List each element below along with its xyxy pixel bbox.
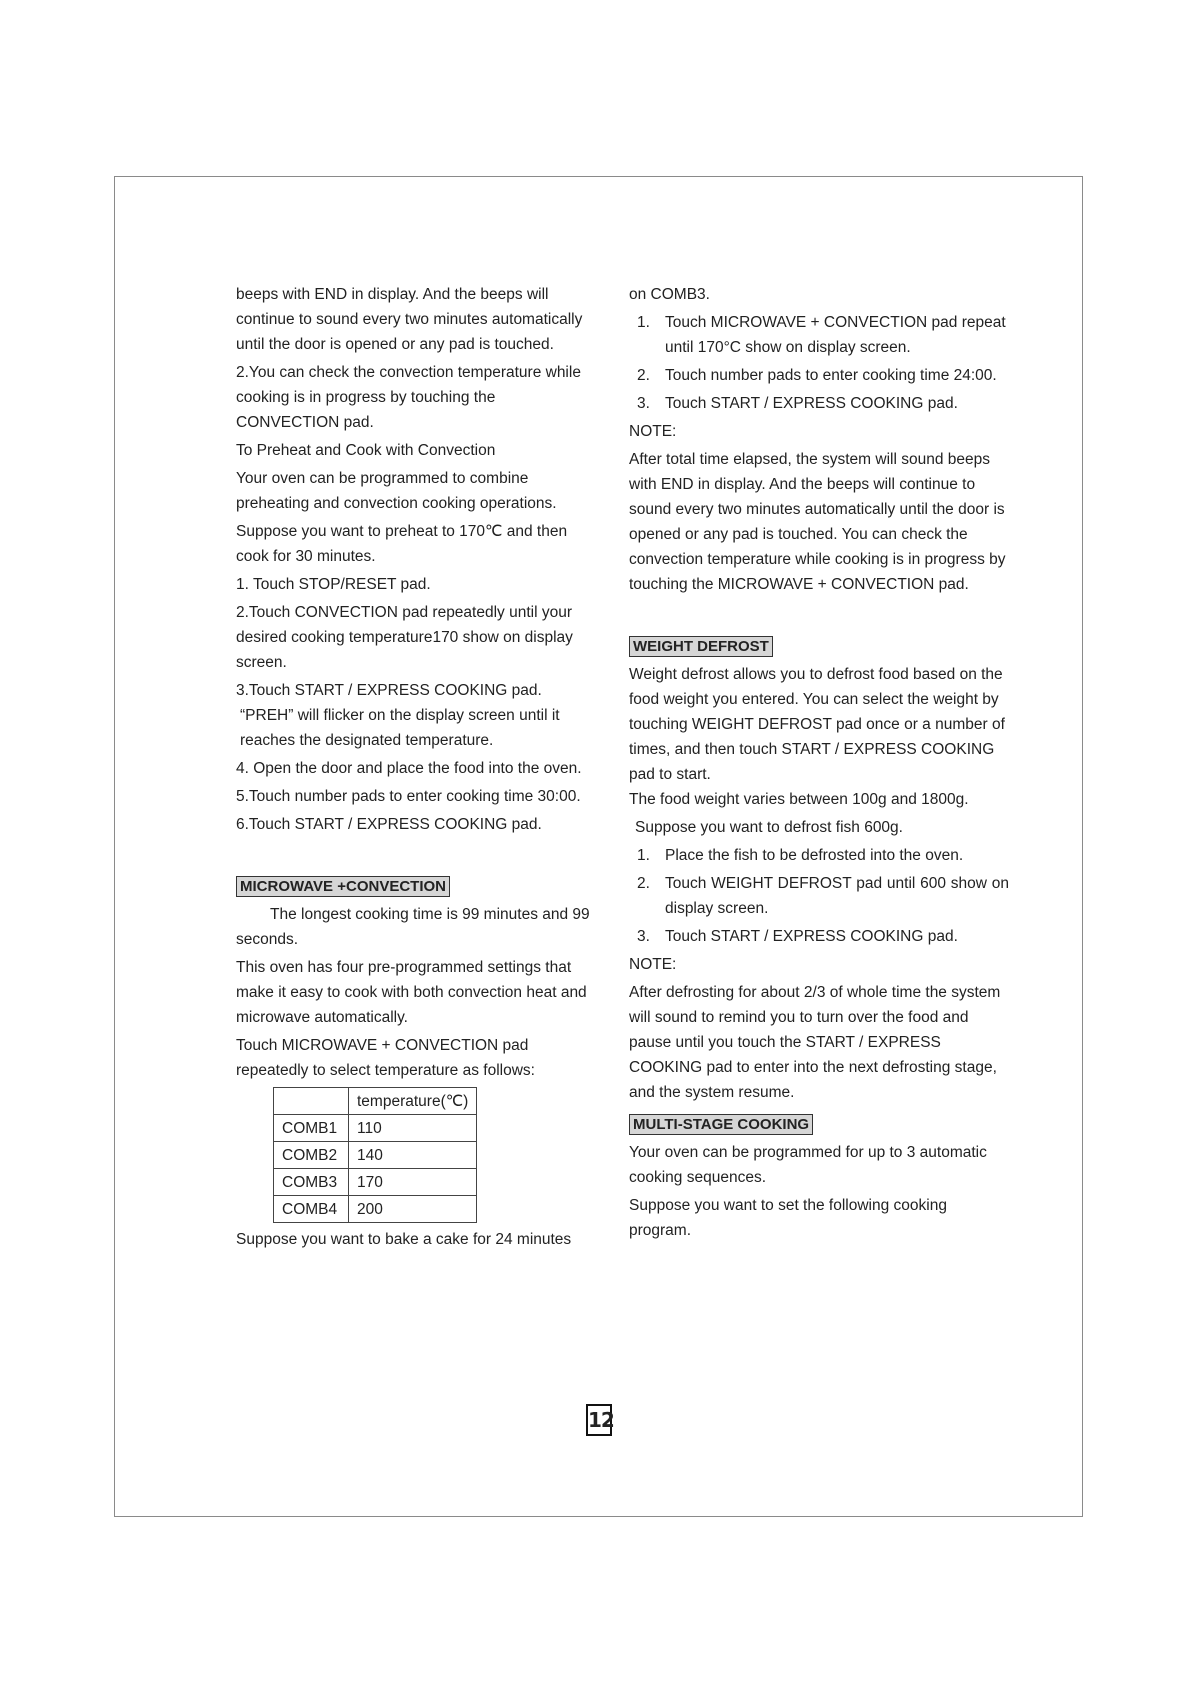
paragraph: 2.Touch CONVECTION pad repeatedly until your desired cooking temperature170 show on display screen. — [236, 604, 573, 671]
paragraph: This oven has four pre-programmed settings that make it easy to cook with both convection heat and microwave automatically. — [236, 959, 587, 1026]
list-number: 1. — [637, 314, 650, 331]
paragraph: Suppose you want to set the following cooking program. — [629, 1197, 947, 1239]
list-item — [629, 310, 1009, 360]
table-header-cell: temperature(℃) — [349, 1088, 477, 1115]
list-text: Touch WEIGHT DEFROST pad until 600 show on display screen. — [665, 875, 1009, 917]
note-label: NOTE: — [629, 423, 677, 440]
section-heading-weight-defrost: WEIGHT DEFROST — [629, 636, 773, 657]
paragraph: Your oven can be programmed to combine preheating and convection cooking operations. — [236, 470, 557, 512]
paragraph: Suppose you want to defrost fish 600g. — [635, 819, 903, 836]
left-column — [236, 282, 598, 1255]
list-text: Touch START / EXPRESS COOKING pad. — [665, 928, 958, 945]
steps-list — [629, 843, 1009, 949]
paragraph: 1. Touch STOP/RESET pad. — [236, 576, 431, 593]
list-number: 1. — [637, 847, 650, 864]
table-cell: COMB4 — [274, 1196, 349, 1223]
list-text: Place the fish to be defrosted into the oven. — [665, 847, 964, 864]
steps-list — [629, 310, 1009, 416]
list-number: 3. — [637, 928, 650, 945]
paragraph: 4. Open the door and place the food into the oven. — [236, 760, 582, 777]
list-item — [629, 363, 1009, 388]
table-cell: 200 — [349, 1196, 477, 1223]
list-number: 3. — [637, 395, 650, 412]
table-cell: 170 — [349, 1169, 477, 1196]
paragraph: “PREH” will flicker on the display screen until it reaches the designated temperature. — [240, 707, 560, 749]
paragraph: After total time elapsed, the system will sound beeps with END in display. And the beeps will continue to sound every two minutes automatically until the door is opened or any pad is touched. You can check the convection temperature while cooking is in progress by touching the MICROWAVE + CONVECTION pad. — [629, 451, 1006, 593]
note-label: NOTE: — [629, 956, 677, 973]
paragraph: 6.Touch START / EXPRESS COOKING pad. — [236, 816, 542, 833]
paragraph: After defrosting for about 2/3 of whole time the system will sound to remind you to turn over the food and pause until you touch the START / EXPRESS COOKING pad to enter into the next defrosting stage, and the system resume. — [629, 984, 1001, 1101]
paragraph: The longest cooking time is 99 minutes and 99 seconds. — [236, 906, 590, 948]
table-row — [274, 1169, 477, 1196]
paragraph: 2.You can check the convection temperature while cooking is in progress by touching the CONVECTION pad. — [236, 364, 581, 431]
paragraph: To Preheat and Cook with Convection — [236, 442, 496, 459]
list-item — [629, 843, 1009, 868]
table-cell: COMB3 — [274, 1169, 349, 1196]
section-heading-microwave-convection: MICROWAVE +CONVECTION — [236, 876, 450, 897]
table-cell: COMB2 — [274, 1142, 349, 1169]
paragraph: beeps with END in display. And the beeps will continue to sound every two minutes automatically until the door is opened or any pad is touched. — [236, 286, 583, 353]
table-cell: COMB1 — [274, 1115, 349, 1142]
table-cell: 140 — [349, 1142, 477, 1169]
paragraph: Suppose you want to bake a cake for 24 minutes — [236, 1231, 572, 1248]
list-item — [629, 871, 1009, 921]
list-number: 2. — [637, 875, 650, 892]
paragraph: Suppose you want to preheat to 170℃ and then cook for 30 minutes. — [236, 523, 568, 565]
table-row — [274, 1196, 477, 1223]
page-number: 12 — [586, 1404, 612, 1436]
paragraph: Your oven can be programmed for up to 3 automatic cooking sequences. — [629, 1144, 987, 1186]
paragraph: The food weight varies between 100g and 1800g. — [629, 791, 969, 808]
table-header-row — [274, 1088, 477, 1115]
list-number: 2. — [637, 367, 650, 384]
table-row — [274, 1115, 477, 1142]
table-header-cell — [274, 1088, 349, 1115]
list-text: Touch MICROWAVE + CONVECTION pad repeat until 170°C show on display screen. — [665, 314, 1006, 356]
table-cell: 110 — [349, 1115, 477, 1142]
right-column — [629, 282, 1009, 1246]
list-item — [629, 924, 1009, 949]
temperature-table — [273, 1087, 477, 1223]
paragraph: Weight defrost allows you to defrost food based on the food weight you entered. You can select the weight by touching WEIGHT DEFROST pad once or a number of times, and then touch START / EXPRESS COOKING pad to start. — [629, 666, 1005, 783]
list-text: Touch START / EXPRESS COOKING pad. — [665, 395, 958, 412]
table-row — [274, 1142, 477, 1169]
list-text: Touch number pads to enter cooking time 24:00. — [665, 367, 997, 384]
paragraph: 3.Touch START / EXPRESS COOKING pad. — [236, 682, 542, 699]
list-item — [629, 391, 1009, 416]
section-heading-multi-stage-cooking: MULTI-STAGE COOKING — [629, 1114, 813, 1135]
paragraph: 5.Touch number pads to enter cooking time 30:00. — [236, 788, 581, 805]
paragraph: on COMB3. — [629, 286, 710, 303]
paragraph: Touch MICROWAVE + CONVECTION pad repeatedly to select temperature as follows: — [236, 1037, 535, 1079]
